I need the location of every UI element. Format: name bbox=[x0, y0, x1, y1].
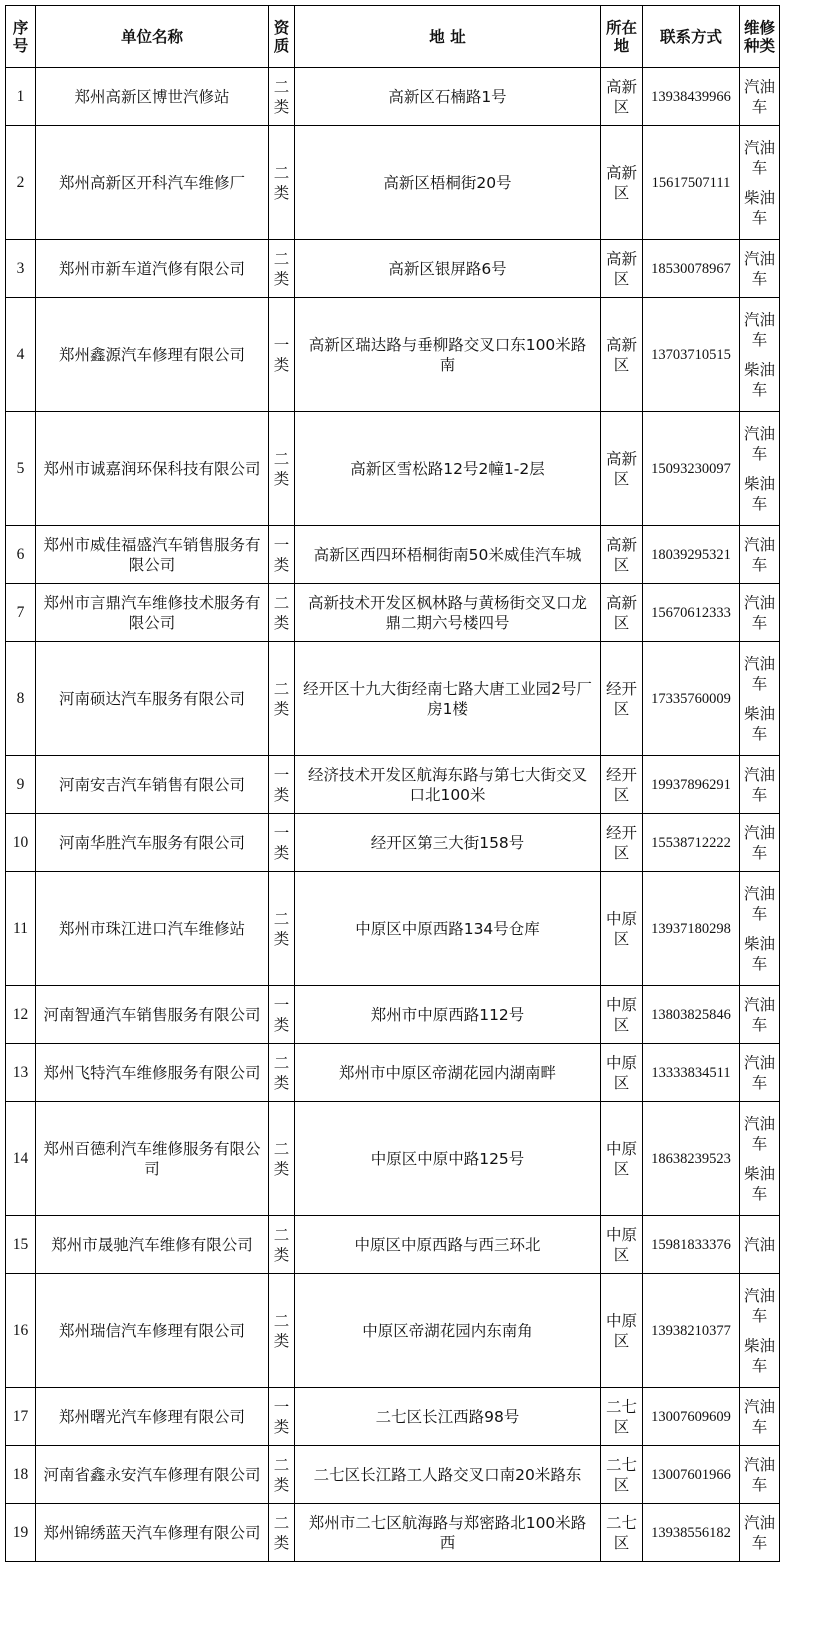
cell-address: 中原区中原西路与西三环北 bbox=[295, 1216, 601, 1274]
cell-address: 高新区雪松路12号2幢1-2层 bbox=[295, 412, 601, 526]
repair-type-label: 柴油车 bbox=[743, 1336, 775, 1375]
cell-name: 郑州市晟驰汽车维修有限公司 bbox=[36, 1216, 269, 1274]
cell-level: 一类 bbox=[269, 814, 295, 872]
cell-phone: 13333834511 bbox=[643, 1044, 740, 1102]
repair-type-label: 柴油车 bbox=[743, 188, 775, 227]
table-row bbox=[6, 1504, 780, 1562]
header-level: 资质 bbox=[269, 6, 295, 68]
table-row bbox=[6, 240, 780, 298]
repair-type-label: 汽油车 bbox=[743, 1397, 775, 1436]
cell-level: 二类 bbox=[269, 126, 295, 240]
cell-address: 经开区十九大街经南七路大唐工业园2号厂房1楼 bbox=[295, 642, 601, 756]
cell-level: 二类 bbox=[269, 642, 295, 756]
cell-repair-type bbox=[740, 240, 780, 298]
header-address: 地 址 bbox=[295, 6, 601, 68]
cell-phone: 13938439966 bbox=[643, 68, 740, 126]
cell-address: 郑州市中原西路112号 bbox=[295, 986, 601, 1044]
repair-type-label: 柴油车 bbox=[743, 1164, 775, 1203]
cell-repair-type bbox=[740, 298, 780, 412]
table-row bbox=[6, 298, 780, 412]
cell-repair-type bbox=[740, 872, 780, 986]
cell-seq: 12 bbox=[6, 986, 36, 1044]
table-row bbox=[6, 412, 780, 526]
cell-phone: 15670612333 bbox=[643, 584, 740, 642]
repair-type-label: 汽油车 bbox=[743, 138, 775, 177]
cell-phone: 19937896291 bbox=[643, 756, 740, 814]
table-row bbox=[6, 1102, 780, 1216]
cell-name: 郑州市珠江进口汽车维修站 bbox=[36, 872, 269, 986]
cell-repair-type bbox=[740, 642, 780, 756]
cell-phone: 15538712222 bbox=[643, 814, 740, 872]
repair-type-label: 汽油车 bbox=[743, 593, 775, 632]
cell-name: 郑州百德利汽车维修服务有限公司 bbox=[36, 1102, 269, 1216]
cell-name: 郑州鑫源汽车修理有限公司 bbox=[36, 298, 269, 412]
cell-name: 郑州高新区开科汽车维修厂 bbox=[36, 126, 269, 240]
repair-type-label: 汽油车 bbox=[743, 823, 775, 862]
cell-level: 二类 bbox=[269, 1504, 295, 1562]
cell-seq: 19 bbox=[6, 1504, 36, 1562]
cell-address: 高新区瑞达路与垂柳路交叉口东100米路南 bbox=[295, 298, 601, 412]
cell-repair-type bbox=[740, 526, 780, 584]
cell-area: 中原区 bbox=[601, 872, 643, 986]
cell-seq: 16 bbox=[6, 1274, 36, 1388]
cell-address: 中原区中原中路125号 bbox=[295, 1102, 601, 1216]
table-row bbox=[6, 68, 780, 126]
cell-seq: 7 bbox=[6, 584, 36, 642]
cell-area: 经开区 bbox=[601, 756, 643, 814]
table-row bbox=[6, 986, 780, 1044]
cell-area: 中原区 bbox=[601, 1274, 643, 1388]
table-row bbox=[6, 584, 780, 642]
cell-phone: 13007601966 bbox=[643, 1446, 740, 1504]
cell-seq: 14 bbox=[6, 1102, 36, 1216]
repair-type-label: 汽油车 bbox=[743, 995, 775, 1034]
repair-type-label: 柴油车 bbox=[743, 704, 775, 743]
cell-area: 高新区 bbox=[601, 526, 643, 584]
cell-level: 二类 bbox=[269, 1044, 295, 1102]
repair-type-label: 汽油车 bbox=[743, 310, 775, 349]
cell-level: 二类 bbox=[269, 1102, 295, 1216]
cell-seq: 13 bbox=[6, 1044, 36, 1102]
cell-level: 二类 bbox=[269, 68, 295, 126]
table-row bbox=[6, 1388, 780, 1446]
cell-phone: 13703710515 bbox=[643, 298, 740, 412]
table-row bbox=[6, 872, 780, 986]
cell-level: 二类 bbox=[269, 240, 295, 298]
cell-repair-type bbox=[740, 1274, 780, 1388]
repair-type-label: 柴油车 bbox=[743, 474, 775, 513]
cell-level: 二类 bbox=[269, 1216, 295, 1274]
table-row bbox=[6, 756, 780, 814]
repair-type-label: 汽油车 bbox=[743, 249, 775, 288]
cell-area: 中原区 bbox=[601, 1044, 643, 1102]
cell-name: 郑州瑞信汽车修理有限公司 bbox=[36, 1274, 269, 1388]
cell-seq: 1 bbox=[6, 68, 36, 126]
cell-area: 高新区 bbox=[601, 240, 643, 298]
cell-name: 郑州市威佳福盛汽车销售服务有限公司 bbox=[36, 526, 269, 584]
cell-level: 二类 bbox=[269, 412, 295, 526]
cell-address: 郑州市二七区航海路与郑密路北100米路西 bbox=[295, 1504, 601, 1562]
repair-type-label: 汽油车 bbox=[743, 884, 775, 923]
cell-name: 郑州飞特汽车维修服务有限公司 bbox=[36, 1044, 269, 1102]
table-row bbox=[6, 814, 780, 872]
header-row bbox=[6, 6, 780, 68]
cell-address: 经开区第三大街158号 bbox=[295, 814, 601, 872]
cell-address: 郑州市中原区帝湖花园内湖南畔 bbox=[295, 1044, 601, 1102]
cell-repair-type bbox=[740, 126, 780, 240]
cell-seq: 4 bbox=[6, 298, 36, 412]
cell-repair-type bbox=[740, 1446, 780, 1504]
table-row bbox=[6, 126, 780, 240]
cell-phone: 15093230097 bbox=[643, 412, 740, 526]
cell-area: 中原区 bbox=[601, 1216, 643, 1274]
repair-type-label: 汽油车 bbox=[743, 1286, 775, 1325]
header-type: 维修种类 bbox=[740, 6, 780, 68]
cell-phone: 18530078967 bbox=[643, 240, 740, 298]
cell-phone: 13803825846 bbox=[643, 986, 740, 1044]
cell-seq: 5 bbox=[6, 412, 36, 526]
cell-repair-type bbox=[740, 1216, 780, 1274]
cell-area: 中原区 bbox=[601, 1102, 643, 1216]
repair-type-label: 柴油车 bbox=[743, 360, 775, 399]
cell-name: 郑州曙光汽车修理有限公司 bbox=[36, 1388, 269, 1446]
repair-type-label: 汽油车 bbox=[743, 765, 775, 804]
cell-seq: 3 bbox=[6, 240, 36, 298]
repair-type-label: 汽油车 bbox=[743, 1455, 775, 1494]
cell-repair-type bbox=[740, 756, 780, 814]
cell-address: 高新区梧桐街20号 bbox=[295, 126, 601, 240]
cell-seq: 18 bbox=[6, 1446, 36, 1504]
cell-seq: 9 bbox=[6, 756, 36, 814]
cell-repair-type bbox=[740, 986, 780, 1044]
cell-area: 经开区 bbox=[601, 642, 643, 756]
cell-area: 二七区 bbox=[601, 1446, 643, 1504]
header-seq: 序号 bbox=[6, 6, 36, 68]
cell-address: 高新技术开发区枫林路与黄杨街交叉口龙鼎二期六号楼四号 bbox=[295, 584, 601, 642]
cell-repair-type bbox=[740, 1102, 780, 1216]
cell-seq: 11 bbox=[6, 872, 36, 986]
cell-repair-type bbox=[740, 1504, 780, 1562]
cell-seq: 10 bbox=[6, 814, 36, 872]
cell-repair-type bbox=[740, 68, 780, 126]
cell-area: 高新区 bbox=[601, 584, 643, 642]
cell-name: 郑州市新车道汽修有限公司 bbox=[36, 240, 269, 298]
cell-level: 二类 bbox=[269, 872, 295, 986]
cell-level: 一类 bbox=[269, 298, 295, 412]
cell-seq: 6 bbox=[6, 526, 36, 584]
cell-repair-type bbox=[740, 814, 780, 872]
cell-level: 二类 bbox=[269, 1446, 295, 1504]
repair-type-label: 汽油车 bbox=[743, 1513, 775, 1552]
repair-type-label: 汽油车 bbox=[743, 654, 775, 693]
cell-seq: 2 bbox=[6, 126, 36, 240]
repair-type-label: 汽油车 bbox=[743, 424, 775, 463]
cell-level: 一类 bbox=[269, 526, 295, 584]
cell-phone: 15981833376 bbox=[643, 1216, 740, 1274]
cell-level: 一类 bbox=[269, 1388, 295, 1446]
repair-type-label: 柴油车 bbox=[743, 934, 775, 973]
cell-area: 高新区 bbox=[601, 126, 643, 240]
cell-address: 高新区西四环梧桐街南50米威佳汽车城 bbox=[295, 526, 601, 584]
table-row bbox=[6, 1274, 780, 1388]
header-phone: 联系方式 bbox=[643, 6, 740, 68]
cell-name: 郑州高新区博世汽修站 bbox=[36, 68, 269, 126]
table-row bbox=[6, 1446, 780, 1504]
cell-phone: 13007609609 bbox=[643, 1388, 740, 1446]
cell-phone: 18638239523 bbox=[643, 1102, 740, 1216]
table-row bbox=[6, 1216, 780, 1274]
cell-name: 郑州锦绣蓝天汽车修理有限公司 bbox=[36, 1504, 269, 1562]
header-name: 单位名称 bbox=[36, 6, 269, 68]
cell-area: 二七区 bbox=[601, 1388, 643, 1446]
cell-level: 一类 bbox=[269, 986, 295, 1044]
cell-address: 二七区长江路工人路交叉口南20米路东 bbox=[295, 1446, 601, 1504]
repair-type-label: 汽油车 bbox=[743, 1114, 775, 1153]
cell-address: 中原区帝湖花园内东南角 bbox=[295, 1274, 601, 1388]
header-area: 所在地 bbox=[601, 6, 643, 68]
cell-level: 一类 bbox=[269, 756, 295, 814]
cell-address: 高新区银屏路6号 bbox=[295, 240, 601, 298]
cell-name: 郑州市诚嘉润环保科技有限公司 bbox=[36, 412, 269, 526]
cell-area: 高新区 bbox=[601, 298, 643, 412]
table-row bbox=[6, 526, 780, 584]
cell-name: 河南安吉汽车销售有限公司 bbox=[36, 756, 269, 814]
cell-repair-type bbox=[740, 412, 780, 526]
cell-area: 经开区 bbox=[601, 814, 643, 872]
cell-area: 高新区 bbox=[601, 68, 643, 126]
cell-name: 郑州市言鼎汽车维修技术服务有限公司 bbox=[36, 584, 269, 642]
cell-seq: 15 bbox=[6, 1216, 36, 1274]
cell-repair-type bbox=[740, 1044, 780, 1102]
cell-name: 河南省鑫永安汽车修理有限公司 bbox=[36, 1446, 269, 1504]
cell-name: 河南华胜汽车服务有限公司 bbox=[36, 814, 269, 872]
repair-type-label: 汽油车 bbox=[743, 535, 775, 574]
cell-phone: 18039295321 bbox=[643, 526, 740, 584]
cell-area: 高新区 bbox=[601, 412, 643, 526]
cell-seq: 17 bbox=[6, 1388, 36, 1446]
cell-repair-type bbox=[740, 1388, 780, 1446]
cell-level: 二类 bbox=[269, 1274, 295, 1388]
cell-area: 二七区 bbox=[601, 1504, 643, 1562]
repair-type-label: 汽油 bbox=[743, 1235, 775, 1254]
repair-type-label: 汽油车 bbox=[743, 77, 775, 116]
cell-area: 中原区 bbox=[601, 986, 643, 1044]
cell-phone: 13937180298 bbox=[643, 872, 740, 986]
cell-phone: 13938556182 bbox=[643, 1504, 740, 1562]
repair-type-label: 汽油车 bbox=[743, 1053, 775, 1092]
cell-address: 二七区长江西路98号 bbox=[295, 1388, 601, 1446]
cell-address: 高新区石楠路1号 bbox=[295, 68, 601, 126]
cell-phone: 13938210377 bbox=[643, 1274, 740, 1388]
cell-level: 二类 bbox=[269, 584, 295, 642]
cell-name: 河南硕达汽车服务有限公司 bbox=[36, 642, 269, 756]
cell-phone: 15617507111 bbox=[643, 126, 740, 240]
cell-address: 中原区中原西路134号仓库 bbox=[295, 872, 601, 986]
repair-shop-table bbox=[5, 5, 780, 1562]
cell-address: 经济技术开发区航海东路与第七大街交叉口北100米 bbox=[295, 756, 601, 814]
table-row bbox=[6, 1044, 780, 1102]
cell-seq: 8 bbox=[6, 642, 36, 756]
cell-name: 河南智通汽车销售服务有限公司 bbox=[36, 986, 269, 1044]
cell-repair-type bbox=[740, 584, 780, 642]
table-row bbox=[6, 642, 780, 756]
cell-phone: 17335760009 bbox=[643, 642, 740, 756]
